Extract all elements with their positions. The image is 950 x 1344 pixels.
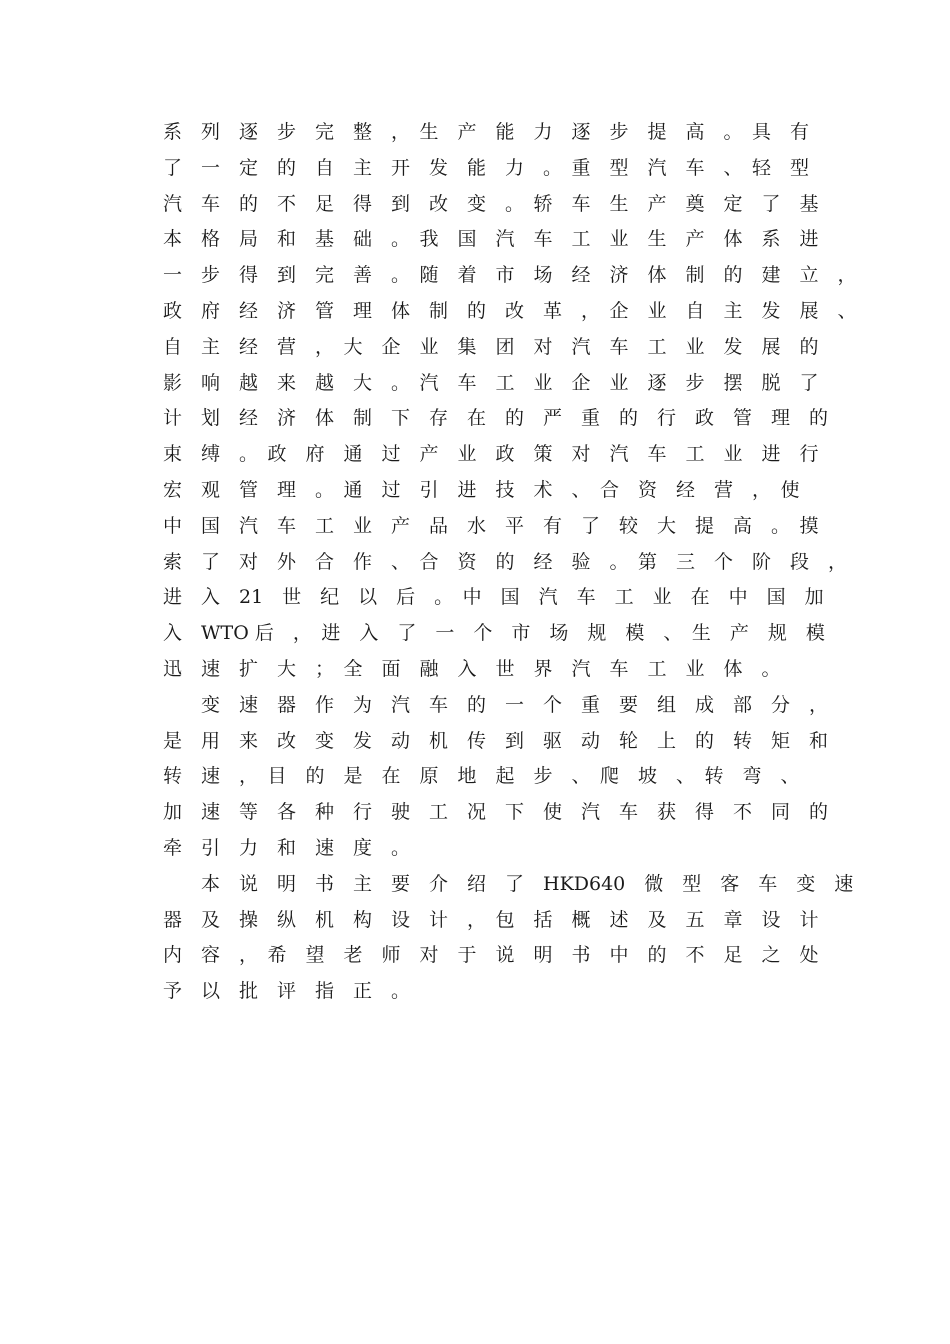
paragraph-start-line: 变 速 器 作 为 汽 车 的 一 个 重 要 组 成 部 分 ，: [163, 693, 829, 716]
text-line: 内 容 ， 希 望 老 师 对 于 说 明 书 中 的 不 足 之 处: [163, 944, 819, 967]
text-line: 迅 速 扩 大 ； 全 面 融 入 世 界 汽 车 工 业 体 。: [163, 657, 781, 680]
text-line: 是 用 来 改 变 发 动 机 传 到 驱 动 轮 上 的 转 矩 和: [163, 729, 829, 752]
text-line: 本 格 局 和 基 础 。 我 国 汽 车 工 业 生 产 体 系 进: [163, 228, 819, 251]
text-line: 一 步 得 到 完 善 。 随 着 市 场 经 济 体 制 的 建 立 ，: [163, 264, 857, 287]
text-line: 宏 观 管 理 。 通 过 引 进 技 术 、 合 资 经 营 ， 使: [163, 478, 800, 501]
body-text: [163, 115, 857, 1010]
text-line: 影 响 越 来 越 大 。 汽 车 工 业 企 业 逐 步 摆 脱 了: [163, 371, 819, 394]
text-line: 器 及 操 纵 机 构 设 计 ， 包 括 概 述 及 五 章 设 计: [163, 908, 819, 931]
paragraph-start-line: 本 说 明 书 主 要 介 绍 了 HKD640 微 型 客 车 变 速: [163, 872, 854, 895]
text-line: 束 缚 。 政 府 通 过 产 业 政 策 对 汽 车 工 业 进 行: [163, 443, 819, 466]
text-line: 汽 车 的 不 足 得 到 改 变 。 轿 车 生 产 奠 定 了 基: [163, 192, 819, 215]
text-line: 予 以 批 评 指 正 。: [163, 980, 411, 1003]
text-line: 中 国 汽 车 工 业 产 品 水 平 有 了 较 大 提 高 。 摸: [163, 514, 819, 537]
text-line: 计 划 经 济 体 制 下 存 在 的 严 重 的 行 政 管 理 的: [163, 407, 829, 430]
text-line: 了 一 定 的 自 主 开 发 能 力 。 重 型 汽 车 、 轻 型: [163, 156, 810, 179]
text-line: 进 入 21 世 纪 以 后 。 中 国 汽 车 工 业 在 中 国 加: [163, 586, 824, 609]
text-line: 索 了 对 外 合 作 、 合 资 的 经 验 。 第 三 个 阶 段 ，: [163, 550, 848, 573]
text-line: 系 列 逐 步 完 整 ， 生 产 能 力 逐 步 提 高 。 具 有: [163, 121, 810, 143]
text-line: 转 速 ， 目 的 是 在 原 地 起 步 、 爬 坡 、 转 弯 、: [163, 765, 800, 788]
text-line: 牵 引 力 和 速 度 。: [163, 836, 411, 859]
text-line: 加 速 等 各 种 行 驶 工 况 下 使 汽 车 获 得 不 同 的: [163, 801, 829, 824]
text-line: 政 府 经 济 管 理 体 制 的 改 革 ， 企 业 自 主 发 展 、: [163, 299, 857, 322]
text-line: 入 WTO 后 ， 进 入 了 一 个 市 场 规 模 、 生 产 规 模: [163, 622, 825, 645]
text-line: 自 主 经 营 ， 大 企 业 集 团 对 汽 车 工 业 发 展 的: [163, 335, 819, 358]
